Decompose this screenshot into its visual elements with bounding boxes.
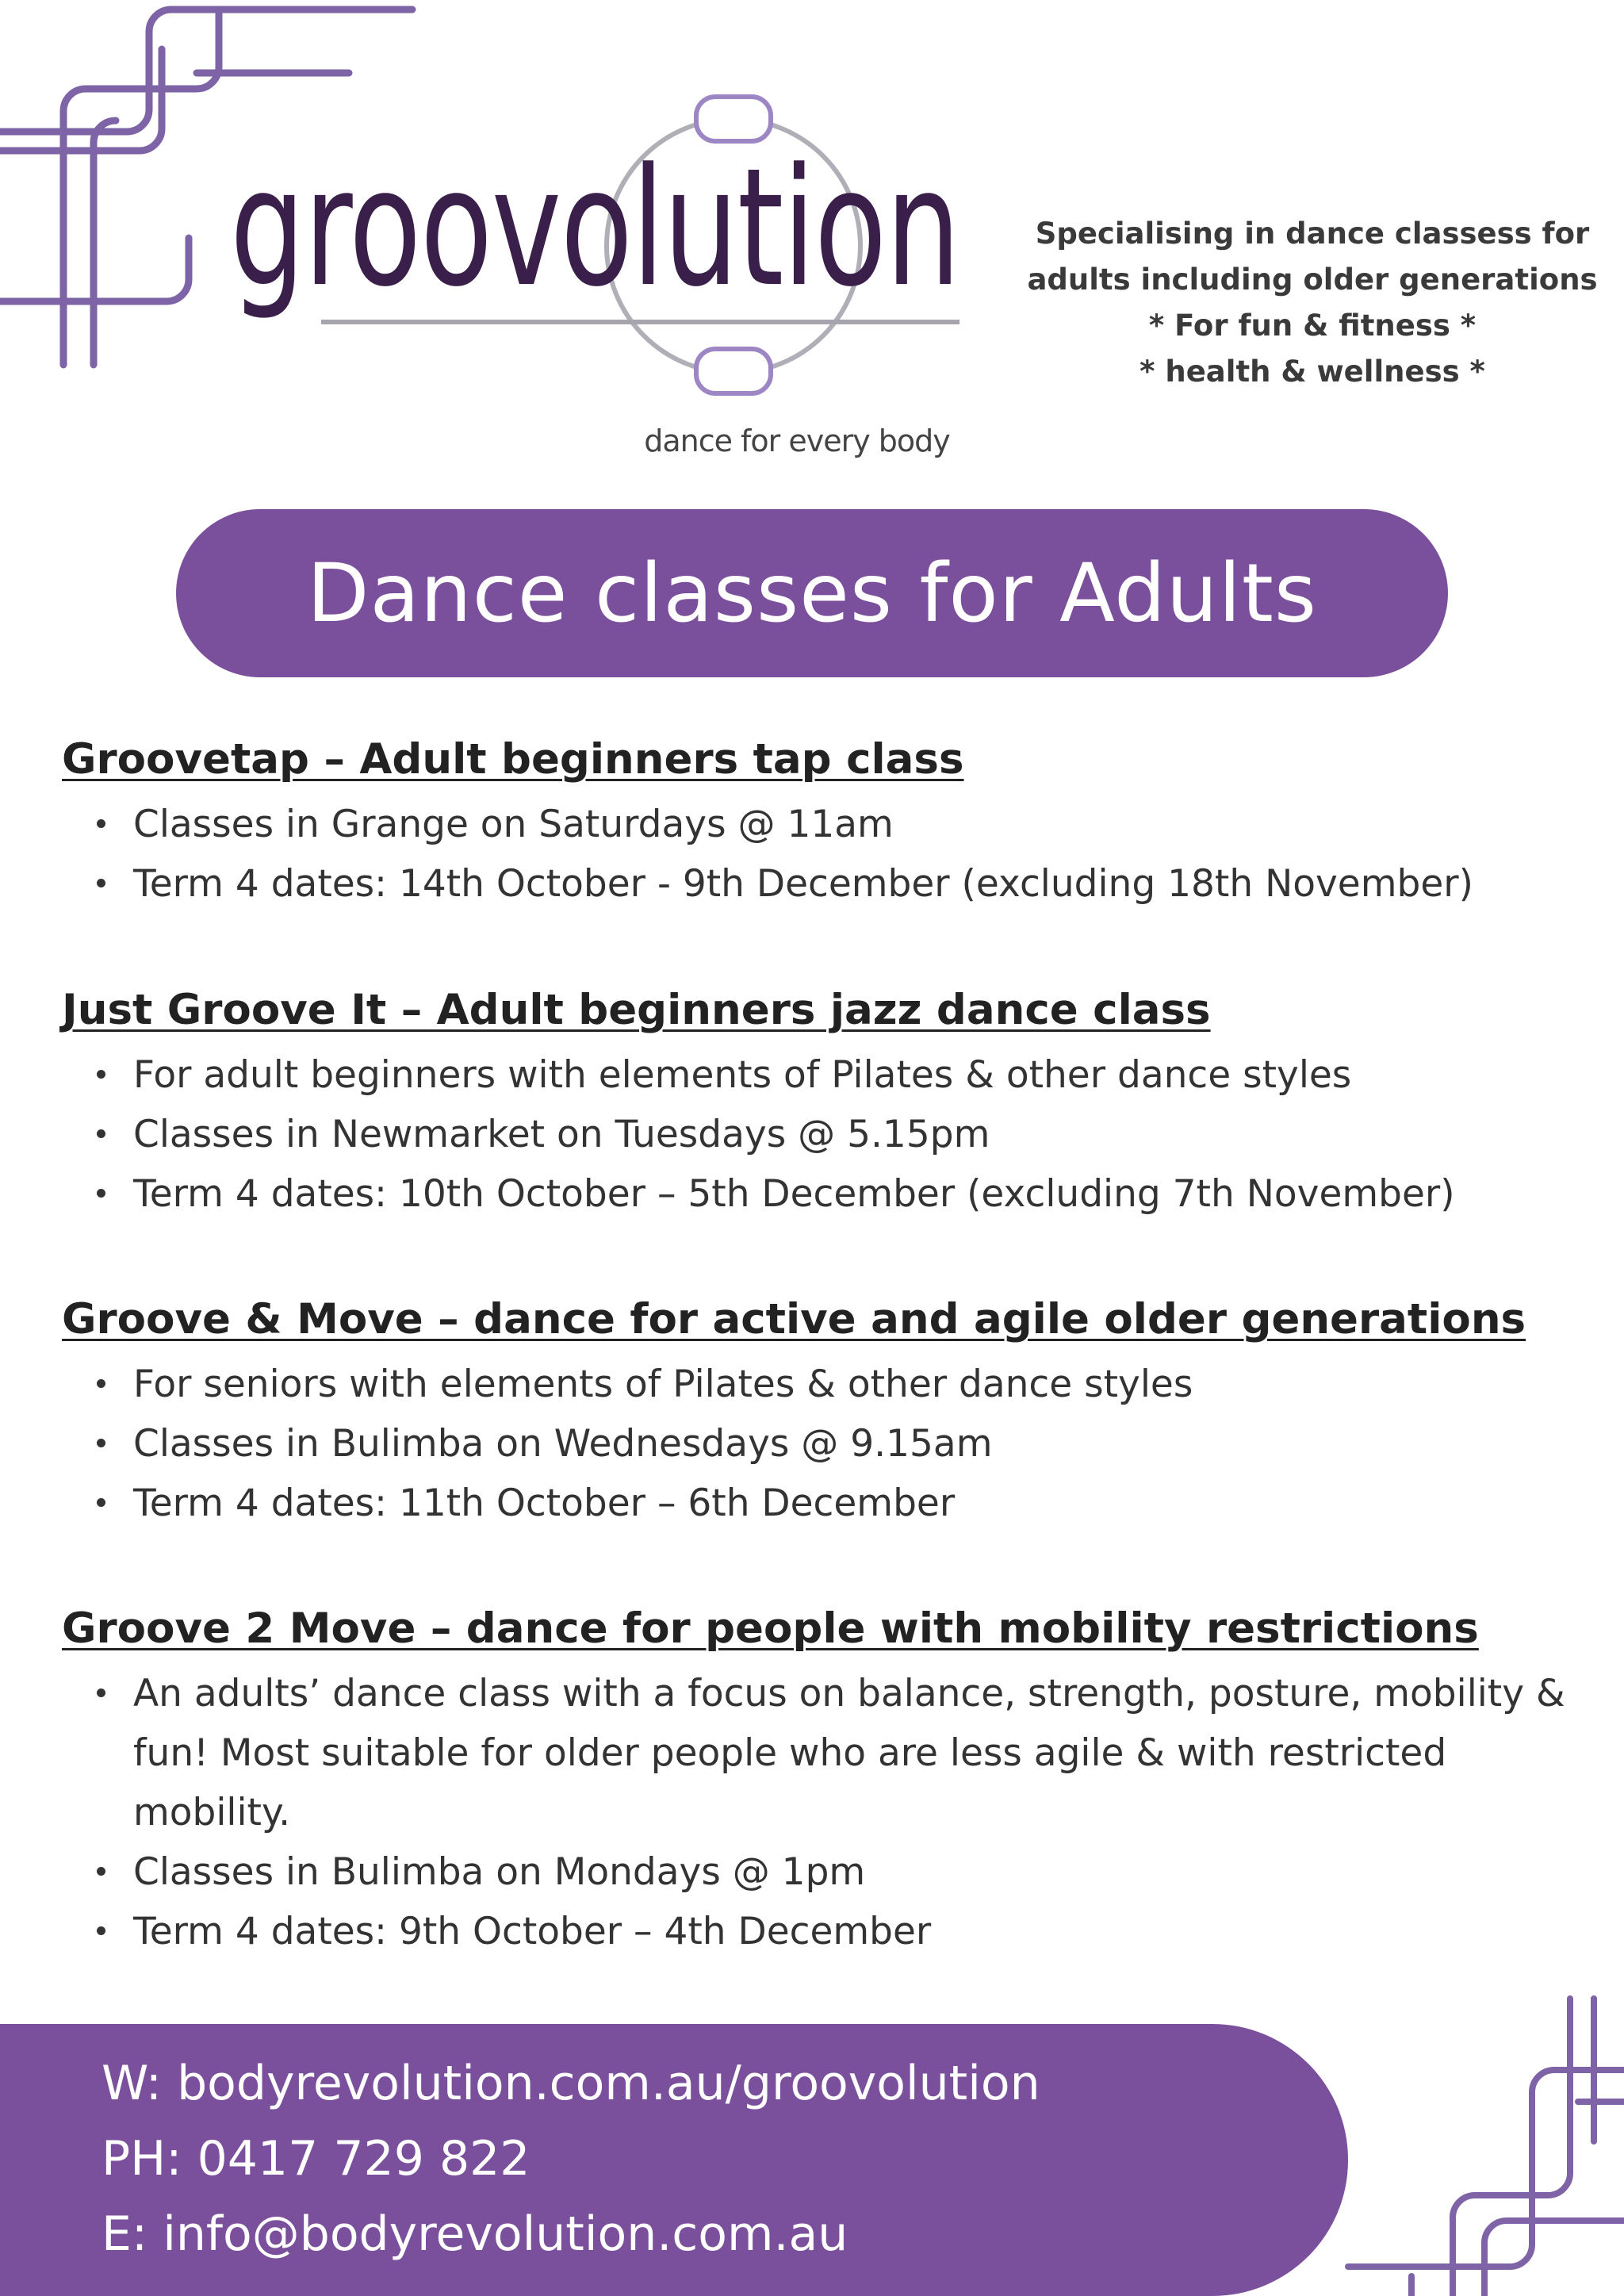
- section-heading: Just Groove It – Adult beginners jazz dance class: [62, 986, 1211, 1034]
- section-heading: Groovetap – Adult beginners tap class: [62, 735, 964, 784]
- list-item: Classes in Bulimba on Wednesdays @ 9.15am: [62, 1414, 1568, 1474]
- class-section-groovetap: [62, 730, 1568, 914]
- contact-details: [102, 2046, 1040, 2272]
- list-item: Classes in Grange on Saturdays @ 11am: [62, 795, 1568, 854]
- specialising-blurb: [1019, 211, 1606, 395]
- list-item: Classes in Bulimba on Mondays @ 1pm: [62, 1842, 1568, 1902]
- list-item: Term 4 dates: 11th October – 6th December: [62, 1474, 1568, 1533]
- bullet-list: [62, 795, 1568, 914]
- list-item: Term 4 dates: 10th October – 5th December (excluding 7th November): [62, 1164, 1568, 1224]
- list-item: Term 4 dates: 14th October - 9th December (excluding 18th November): [62, 854, 1568, 914]
- specialising-line: * For fun & fitness *: [1148, 309, 1477, 343]
- decorative-lines-bottom-right: [1316, 1983, 1624, 2296]
- list-item: An adults’ dance class with a focus on balance, strength, posture, mobility & fun! Most suitable for older people who are less agile & with restricted mobility.: [62, 1664, 1616, 1842]
- contact-website: W: bodyrevolution.com.au/groovolution: [102, 2056, 1040, 2111]
- section-heading: Groove 2 Move – dance for people with mobility restrictions: [62, 1604, 1479, 1653]
- tagline: dance for every body: [644, 424, 950, 458]
- specialising-line: adults including older generations: [1027, 263, 1598, 297]
- bullet-list: [62, 1045, 1568, 1224]
- title-banner: [176, 509, 1448, 677]
- section-heading: Groove & Move – dance for active and agile older generations: [62, 1295, 1526, 1343]
- contact-phone: PH: 0417 729 822: [102, 2131, 530, 2187]
- list-item: Classes in Newmarket on Tuesdays @ 5.15pm: [62, 1105, 1568, 1164]
- specialising-line: Specialising in dance classess for: [1035, 217, 1590, 251]
- list-item: Term 4 dates: 9th October – 4th December: [62, 1902, 1568, 1961]
- list-item: For seniors with elements of Pilates & other dance styles: [62, 1355, 1568, 1414]
- class-section-groove-2-move: [62, 1599, 1568, 1961]
- page-title: Dance classes for Adults: [307, 546, 1317, 641]
- bullet-list: [62, 1355, 1568, 1533]
- class-section-just-groove-it: [62, 980, 1568, 1224]
- specialising-line: * health & wellness *: [1139, 355, 1485, 389]
- groovolution-logo: [230, 87, 967, 404]
- contact-email: E: info@bodyrevolution.com.au: [102, 2206, 848, 2262]
- list-item: For adult beginners with elements of Pilates & other dance styles: [62, 1045, 1568, 1105]
- bullet-list: [62, 1664, 1568, 1961]
- class-section-groove-and-move: [62, 1290, 1568, 1533]
- logo-wordmark-text: groovolution: [230, 134, 959, 323]
